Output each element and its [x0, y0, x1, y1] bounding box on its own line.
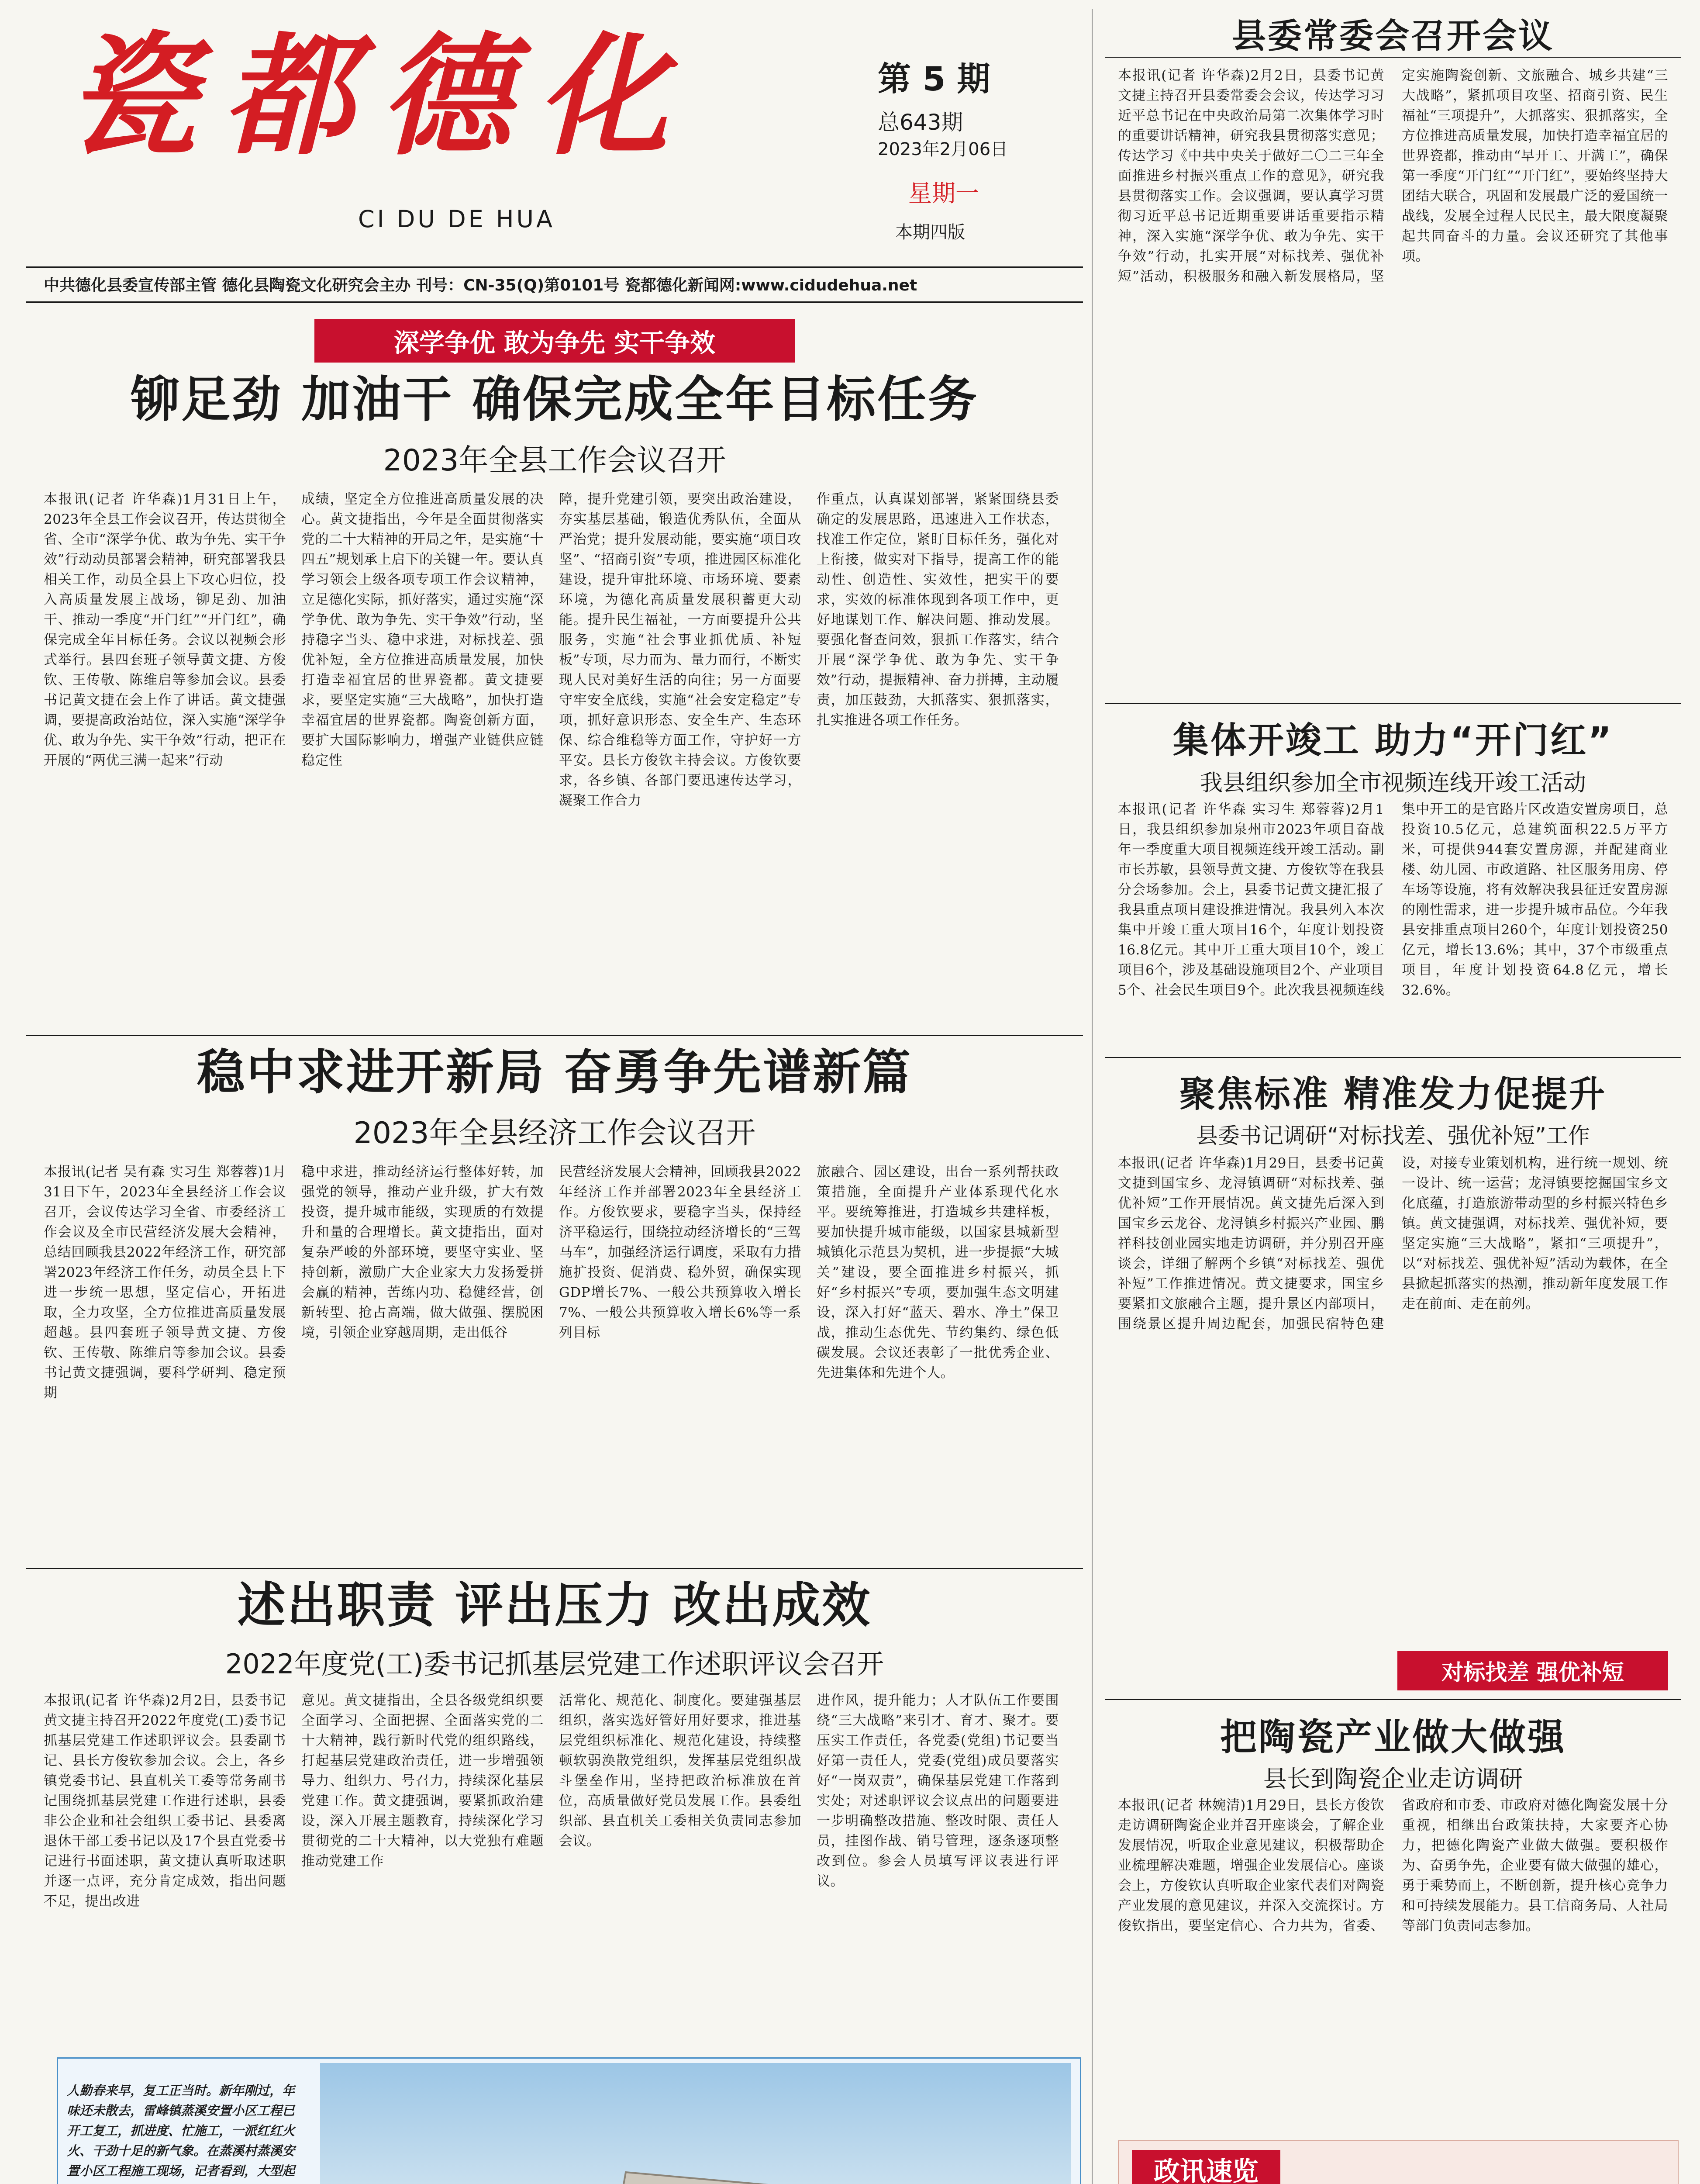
- r4-rule: [1105, 1699, 1681, 1700]
- a3-col-1: 本报讯(记者 许华森)2月2日，县委书记黄文捷主持召开2022年度党(工)委书记抓基层党建工作述职评议会。县委副书记、县长方俊钦参加会议。会上，各乡镇党委书记、县直机关工委等常务副书记围绕抓基层党建工作进行述职，县委非公企业和社会组织工委书记、县委离退休干部工委书记以及17个县直党委书记进行书面述职，黄文捷认真听取述职并逐一点评，充分肯定成效，指出问题不足，提出改进: [44, 1693, 286, 1909]
- masthead-rule: [26, 266, 1083, 268]
- a2-col-2: 稳中求进，推动经济运行整体好转，加强党的领导，推动产业升级，扩大有效投资，提升城市能级，实现质的有效提升和量的合理增长。黄文捷指出，面对复杂严峻的外部环境，要坚守实业、坚持创新，激励广大企业家大力发扬爱拼会赢的精神，苦练内功、稳健经营，创新转型、抢占高端，做大做强、摆脱困境，引领企业穿越周期，走出低谷: [301, 1164, 544, 1341]
- r3-rule: [1105, 1057, 1681, 1058]
- a2-headline: 稳中求进开新局 奋勇争先谱新篇: [197, 1044, 913, 1100]
- a2-col-3: 民营经济发展大会精神，回顾我县2022年经济工作并部署2023年全县经济工作。方俊钦要求，要稳字当头，保持经济平稳运行，围绕拉动经济增长的“三驾马车”，加强经济运行调度，采取有力措施扩投资、促消费、稳外贸，确保实现GDP增长7%、一般公共预算收入增长7%、一般公共预算收入增长6%等一系列目标: [559, 1164, 801, 1341]
- a2-col-1: 本报讯(记者 吴有森 实习生 郑蓉蓉)1月31日下午，2023年全县经济工作会议召开，会议传达学习全省、市委经济工作会议及全市民营经济发展大会精神，总结回顾我县2022年经济工作，研究部署2023年经济工作任务，动员全县上下进一步统一思想，坚定信心，开拓进取，全力攻坚，全方位推进高质量发展超越。县四套班子领导黄文捷、方俊钦、王传敬、陈维启等参加会议。县委书记黄文捷强调，要科学研判、稳定预期: [44, 1164, 286, 1401]
- issue-date: 2023年2月06日: [878, 139, 1008, 159]
- a3-top-rule: [26, 1568, 1083, 1569]
- photo-frame: [57, 2057, 1081, 2184]
- a1-col-3: 障，提升党建引领，要突出政治建设，夯实基层基础，锻造优秀队伍，全面从严治党；提升发展动能，要实施“项目攻坚”、“招商引资”专项，推进园区标准化建设，提升审批环境、市场环境、要素环境，为德化高质量发展积蓄更大动能。提升民生福祉，一方面要提升公共服务，实施“社会事业抓优质、补短板”专项，尽力而为、量力而行，不断实现人民对美好生活的向往；另一方面要守牢安全底线，实施“社会安定稳定”专项，抓好意识形态、安全生产、生态环保、综合维稳等方面工作，守护好一方平安。县长方俊钦主持会议。方俊钦要求，各乡镇、各部门要迅速传达学习，凝聚工作合力: [559, 491, 801, 809]
- a1-subhead: 2023年全县工作会议召开: [383, 443, 726, 478]
- r2-subhead: 我县组织参加全市视频连线开竣工活动: [1200, 770, 1586, 796]
- r2-body: 本报讯(记者 许华森 实习生 郑蓉蓉)2月1日，我县组织参加泉州市2023年项目奋战年一季度重大项目视频连线开竣工活动。副市长苏敏，县领导黄文捷、方俊钦等在我县分会场参加。会上，县委书记黄文捷汇报了我县重点项目建设推进情况。我县列入本次集中开竣工重大项目16个，年度计划投资16.8亿元。其中开工重大项目10个，竣工项目6个，涉及基础设施项目2个、产业项目5个、社会民生项目9个。此次我县视频连线集中开工的是官路片区改造安置房项目，总投资10.5亿元，总建筑面积22.5万平方米，可提供944套安置房源，并配建商业楼、幼儿园、市政道路、社区服务用房、停车场等设施，将有效解决我县征迁安置房源的刚性需求，进一步提升城市品位。今年我县安排重点项目260个，年度计划投资250亿元，增长13.6%；其中，37个市级重点项目，年度计划投资64.8亿元，增长32.6%。: [1118, 802, 1668, 998]
- brief-box: [1118, 2140, 1679, 2184]
- page-count: 本期四版: [895, 222, 965, 242]
- r1-headline: 县委常委会召开会议: [1231, 17, 1554, 56]
- r3-headline: 聚焦标准 精准发力促提升: [1179, 1074, 1607, 1115]
- a2-col-4: 旅融合、园区建设，出台一系列帮扶政策措施，全面提升产业体系现代化水平。要统筹推进，打造城乡共建样板，要加快提升城市能级，以国家县城新型城镇化示范县为契机，进一步提振“大城关”建设，要全面推进乡村振兴，抓好“乡村振兴”专项，要加强生态文明建设，深入打好“蓝天、碧水、净土”保卫战，推动生态优先、节约集约、绿色低碳发展。会议还表彰了一批优秀企业、先进集体和先进个人。: [817, 1164, 1059, 1381]
- weekday: 星期一: [908, 180, 979, 207]
- brief-title: 政讯速览: [1154, 2156, 1259, 2184]
- a2-subhead: 2023年全县经济工作会议召开: [353, 1116, 756, 1151]
- a1-col-4: 作重点，认真谋划部署，紧紧围绕县委确定的发展思路，迅速进入工作状态，找准工作定位，紧盯目标任务，强化对上衔接，做实对下指导，提高工作的能动性、创造性、实效性，把实干的要求，实效的标准体现到各项工作中，更好地谋划工作、解决问题、推动发展。要强化督查问效，狠抓工作落实，结合开展“深学争优、敢为争先、实干争效”行动，提振精神、奋力拼搏，主动履责，加压鼓劲，大抓落实、狠抓落实，扎实推进各项工作任务。: [817, 491, 1059, 728]
- a1-col-1: 本报讯(记者 许华森)1月31日上午，2023年全县工作会议召开，传达贯彻全省、全市“深学争优、敢为争先、实干争效”行动动员部署会精神，研究部署我县相关工作，动员全县上下攻心归位，投入高质量发展主战场，铆足劲、加油干、推动一季度“开门红”“开门红”，确保完成全年目标任务。会议以视频会形式举行。县四套班子领导黄文捷、方俊钦、王传敬、陈维启等参加会议。县委书记黄文捷在会上作了讲话。黄文捷强调，要提高政治站位，深入实施“深学争优、敢为争先、实干争效”行动，把正在开展的“两优三满一起来”行动: [44, 491, 286, 768]
- a1-col-2: 成绩，坚定全方位推进高质量发展的决心。黄文捷指出，今年是全面贯彻落实党的二十大精神的开局之年，是实施“十四五”规划承上启下的关键一年。要认真学习领会上级各项专项工作会议精神，立足德化实际，抓好落实，通过实施“深学争优、敢为争先、实干争效”行动，坚持稳字当头、稳中求进，对标找差、强优补短，全方位推进高质量发展，加快打造幸福宜居的世界瓷都。黄文捷要求，要坚定实施“三大战略”，加快打造幸福宜居的世界瓷都。陶瓷创新方面，要扩大国际影响力，增强产业链供应链稳定性: [301, 491, 544, 768]
- r2-rule: [1105, 703, 1681, 704]
- a2-top-rule: [26, 1035, 1083, 1036]
- a3-col-2: 意见。黄文捷指出，全县各级党组织要全面学习、全面把握、全面落实党的二十大精神，践行新时代党的组织路线，打起基层党建政治责任，进一步增强领导力、组织力、号召力，持续深化基层党建工作。黄文捷强调，要紧抓政治建设，深入开展主题教育，持续深化学习贯彻党的二十大精神，以大党独有难题推动党建工作: [301, 1693, 544, 1869]
- r3-tag: [1397, 1651, 1668, 1690]
- slogan-text: 深学争优 敢为争先 实干争效: [393, 328, 716, 358]
- photo-caption: 人勤春来早，复工正当时。新年刚过，年味还未散去，雷峰镇蒸溪安置小区工程已开工复工，抓进度、忙施工，一派红红火火、干劲十足的新气象。在蒸溪村蒸溪安置小区工程施工现场，记者看到，大型起: [67, 2083, 295, 2178]
- r2-headline: 集体开竣工 助力“开门红”: [1172, 720, 1614, 761]
- construction-photo: [320, 2063, 1071, 2184]
- r1-rule: [1105, 57, 1681, 58]
- a3-headline: 述出职责 评出压力 改出成效: [237, 1577, 872, 1633]
- r4-body: 本报讯(记者 林婉清)1月29日，县长方俊钦走访调研陶瓷企业并召开座谈会，了解企业发展情况，听取企业意见建议，积极帮助企业梳理解决难题，增强企业发展信心。座谈会上，方俊钦认真听取企业家代表们对陶瓷产业发展的意见建议，并深入交流探讨。方俊钦指出，要坚定信心、合力共为，省委、省政府和市委、市政府对德化陶瓷发展十分重视，相继出台政策扶持，大家要齐心协力，把德化陶瓷产业做大做强。要积极作为、奋勇争先，企业要有做大做强的雄心，勇于乘势而上，不断创新，提升核心竞争力和可持续发展能力。县工信商务局、人社局等部门负责同志参加。: [1118, 1797, 1668, 1934]
- masthead-pinyin: CI DU DE HUA: [358, 205, 555, 233]
- brief-title-tag: [1132, 2150, 1280, 2184]
- r1-body: 本报讯(记者 许华森)2月2日，县委书记黄文捷主持召开县委常委会会议，传达学习习近平总书记在中央政治局第二次集体学习时的重要讲话精神，研究我县贯彻落实意见；传达学习《中共中央关于做好二〇二三年全面推进乡村振兴重点工作的意见》，研究我县贯彻落实工作。会议强调，要认真学习贯彻习近平总书记近期重要讲话重要指示精神，深入实施“深学争优、敢为争先、实干争效”行动，扎实开展“对标找差、强优补短”活动，积极服务和融入新发展格局，坚定实施陶瓷创新、文旅融合、城乡共建“三大战略”，紧抓项目攻坚、招商引资、民生福祉“三项提升”，大抓落实、狠抓落实，全方位推进高质量发展，加快打造幸福宜居的世界瓷都，推动由“早开工、开满工”，确保第一季度“开门红”“开门红”，要始终坚持大团结大联合，巩固和发展最广泛的爱国统一战线，发展全过程人民民主，最大限度凝聚起共同奋斗的力量。会议还研究了其他事项。: [1118, 68, 1668, 284]
- a1-headline: 铆足劲 加油干 确保完成全年目标任务: [131, 371, 979, 428]
- main-divider: [1092, 9, 1093, 2184]
- r3-body: 本报讯(记者 许华森)1月29日，县委书记黄文捷到国宝乡、龙浔镇调研“对标找差、强优补短”工作开展情况。黄文捷先后深入到国宝乡云龙谷、龙浔镇乡村振兴产业园、鹏祥科技创业园实地走访调研，并分别召开座谈会，详细了解两个乡镇“对标找差、强优补短”工作推进情况。黄文捷要求，国宝乡要紧扣文旅融合主题，提升景区内部项目，围绕景区提升周边配套，加强民宿特色建设，对接专业策划机构，进行统一规划、统一设计、统一运营；龙浔镇要挖掘国宝乡文化底蕴，打造旅游带动型的乡村振兴特色乡镇。黄文捷强调，对标找差、强优补短，要坚定实施“三大战略”，紧扣“三项提升”，以“对标找差、强优补短”活动为载体，在全县掀起抓落实的热潮，推动新年度发展工作走在前面、走在前列。: [1118, 1155, 1668, 1332]
- r4-headline: 把陶瓷产业做大做强: [1220, 1716, 1566, 1759]
- site-illustration: [320, 2063, 1071, 2184]
- a3-subhead: 2022年度党(工)委书记抓基层党建工作述职评议会召开: [225, 1648, 884, 1680]
- masthead-title: 瓷都德化: [66, 19, 694, 173]
- a3-col-3: 活常化、规范化、制度化。要建强基层组织，落实选好管好用好要求，推进基层党组织标准化、规范化建设，持续整顿软弱涣散党组织，发挥基层党组织战斗堡垒作用，坚持把政治标准放在首位，高质量做好党员发展工作。县委组织部、县直机关工委相关负责同志参加会议。: [559, 1693, 801, 1849]
- masthead-logo: [66, 19, 852, 175]
- a3-col-4: 进作风，提升能力；人才队伍工作要围绕“三大战略”来引才、育才、聚才。要压实工作责任，各党委(党组)书记要当好第一责任人，党委(党组)成员要落实好“一岗双责”，确保基层党建工作落到实处；对述职评议会议点出的问题要进一步明确整改措施、整改时限、责任人员，挂图作战、销号管理，逐条逐项整改到位。参会人员填写评议表进行评议。: [817, 1693, 1059, 1889]
- masthead-rule-2: [26, 301, 1083, 303]
- masthead-info: 中共德化县委宣传部主管 德化县陶瓷文化研究会主办 刊号：CN-35(Q)第0101号 瓷都德化新闻网:www.cidudehua.net: [44, 276, 917, 294]
- r3-subhead: 县委书记调研“对标找差、强优补短”工作: [1196, 1123, 1590, 1148]
- issue-number: 第 5 期: [878, 59, 990, 98]
- slogan-banner: [314, 319, 795, 363]
- r3-tag-text: 对标找差 强优补短: [1441, 1660, 1624, 1685]
- r4-subhead: 县长到陶瓷企业走访调研: [1263, 1765, 1523, 1793]
- issue-total: 总643期: [878, 110, 963, 135]
